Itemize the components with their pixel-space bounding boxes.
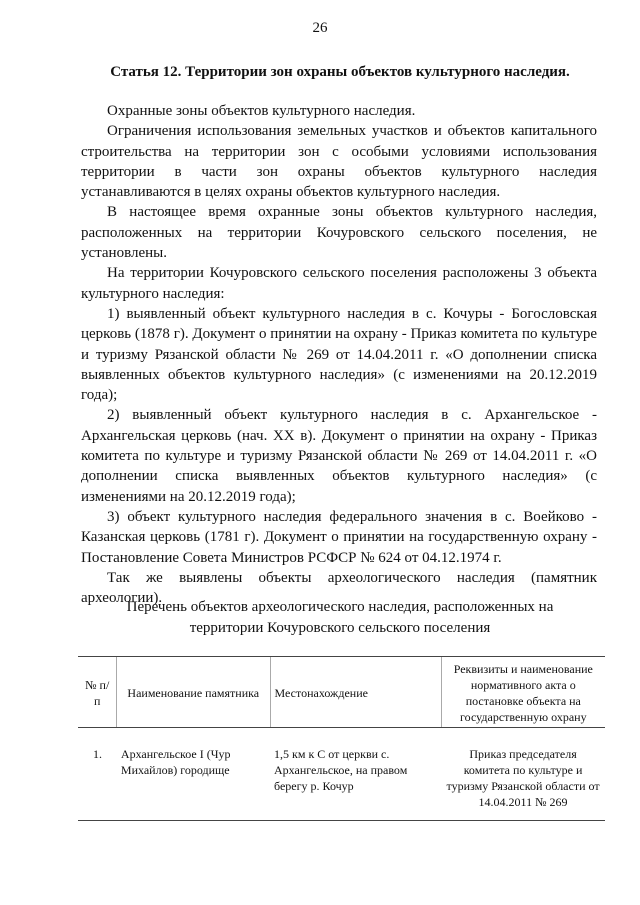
list-item: 1) выявленный объект культурного наследия в с. Кочуры - Богословская церковь (1878 г). Документ о принятии на охрану - Приказ комитета по культуре и туризму Рязанской области № 269 от 14.04.2011 г. «О дополнении списка выявленных объектов культурного наследия» (с изменениями на 20.12.2019 года); bbox=[81, 305, 597, 404]
heritage-table bbox=[78, 656, 605, 821]
header-location: Местонахождение bbox=[270, 657, 441, 728]
paragraph: Ограничения использования земельных участков и объектов капитального строительства на территории зон с особыми условиями использования территории в части зон охраны объектов культурного наследия устанавливаются в целях охраны объектов культурного наследия. bbox=[81, 123, 597, 201]
cell-name: Архангельское I (Чур Михайлов) городище bbox=[117, 728, 270, 821]
list-item: 2) выявленный объект культурного наследия в с. Архангельское - Архангельская церковь (нач. XX в). Документ о принятии на охрану - Приказ комитета по культуре и туризму Рязанской области № 269 от 14.04.2011 г. «О дополнении списка выявленных объектов культурного наследия» (с изменениями на 20.12.2019 года); bbox=[81, 407, 597, 505]
list-title-line: территории Кочуровского сельского поселения bbox=[189, 620, 491, 636]
header-document: Реквизиты и наименование нормативного акта о постановке объекта на государственную охрану bbox=[441, 657, 605, 728]
cell-num: 1. bbox=[78, 728, 117, 821]
list-item: 3) объект культурного наследия федерального значения в с. Воейково - Казанская церковь (1781 г). Документ о принятии на государственную охрану - Постановление Совета Министров РСФСР № 624 от 04.12.1974 г. bbox=[81, 508, 597, 566]
page-number: 26 bbox=[312, 20, 328, 36]
list-title bbox=[60, 597, 620, 639]
header-name: Наименование памятника bbox=[117, 657, 270, 728]
table-header-row bbox=[78, 657, 605, 728]
paragraph: Охранные зоны объектов культурного наследия. bbox=[107, 103, 416, 119]
list-title-line: Перечень объектов археологического наследия, расположенных на bbox=[126, 599, 554, 615]
table-row bbox=[78, 728, 605, 821]
article-heading: Статья 12. Территории зон охраны объектов культурного наследия. bbox=[110, 64, 570, 80]
cell-location: 1,5 км к С от церкви с. Архангельское, на правом берегу р. Кочур bbox=[270, 728, 441, 821]
table bbox=[78, 656, 605, 821]
cell-document: Приказ председателя комитета по культуре и туризму Рязанской области от 14.04.2011 № 269 bbox=[441, 728, 605, 821]
paragraph: Так же выявлены объекты археологического наследия (памятник археологии). bbox=[81, 569, 597, 607]
article-body bbox=[81, 101, 597, 608]
paragraph: В настоящее время охранные зоны объектов культурного наследия, расположенных на территории Кочуровского сельского поселения, не установлены. bbox=[81, 204, 597, 262]
header-num: № п/п bbox=[78, 657, 117, 728]
paragraph: На территории Кочуровского сельского поселения расположены 3 объекта культурного наследия: bbox=[81, 265, 597, 302]
